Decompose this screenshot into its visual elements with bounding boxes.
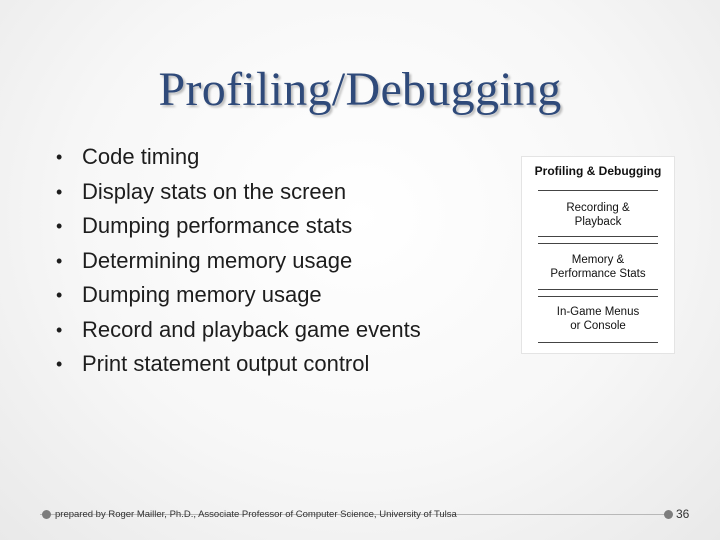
diagram-block-line: Playback bbox=[574, 216, 622, 228]
diagram-block-line: Memory & bbox=[571, 254, 625, 266]
bullet-item bbox=[50, 140, 510, 175]
diagram-divider bbox=[538, 243, 658, 244]
diagram-block-menus bbox=[522, 305, 674, 333]
diagram-block-line: Recording & bbox=[566, 202, 630, 214]
bullet-icon: • bbox=[56, 181, 63, 202]
bullet-text: Dumping memory usage bbox=[82, 282, 322, 307]
footer-dot-icon bbox=[664, 510, 673, 519]
diagram-divider bbox=[538, 236, 658, 237]
bullet-text: Display stats on the screen bbox=[82, 178, 347, 204]
bullet-icon: • bbox=[56, 354, 63, 374]
diagram-divider bbox=[538, 289, 658, 290]
bullet-icon: • bbox=[56, 319, 63, 340]
bullet-item bbox=[50, 347, 510, 382]
bullet-text: Code timing bbox=[82, 144, 200, 169]
bullet-list bbox=[50, 140, 510, 382]
bullet-item bbox=[50, 209, 510, 244]
footer-credit: prepared by Roger Mailler, Ph.D., Associate Professor of Computer Science, University of Tulsa bbox=[55, 509, 457, 520]
slide-title: Profiling/Debugging bbox=[158, 63, 562, 116]
diagram-block-line: Performance Stats bbox=[550, 268, 646, 280]
profiling-diagram bbox=[521, 156, 675, 354]
diagram-heading: Profiling & Debugging bbox=[534, 164, 662, 178]
bullet-text: Record and playback game events bbox=[82, 316, 421, 342]
diagram-divider bbox=[538, 342, 658, 343]
bullet-icon: • bbox=[56, 285, 63, 305]
bullet-text: Determining memory usage bbox=[82, 247, 353, 273]
bullet-text: Print statement output control bbox=[82, 351, 370, 376]
footer-dot-icon bbox=[42, 510, 51, 519]
bullet-item bbox=[50, 313, 510, 348]
diagram-divider bbox=[538, 190, 658, 191]
bullet-item bbox=[50, 175, 510, 210]
bullet-text: Dumping performance stats bbox=[82, 213, 353, 238]
bullet-icon: • bbox=[56, 250, 63, 271]
diagram-block-line: In-Game Menus bbox=[556, 306, 640, 318]
bullet-icon: • bbox=[56, 147, 63, 167]
bullet-item bbox=[50, 278, 510, 313]
diagram-divider bbox=[538, 296, 658, 297]
diagram-block-memory bbox=[522, 253, 674, 281]
bullet-icon: • bbox=[56, 216, 63, 236]
page-number: 36 bbox=[676, 507, 690, 521]
bullet-item bbox=[50, 244, 510, 279]
diagram-block-line: or Console bbox=[570, 320, 626, 332]
diagram-block-recording bbox=[522, 201, 674, 229]
